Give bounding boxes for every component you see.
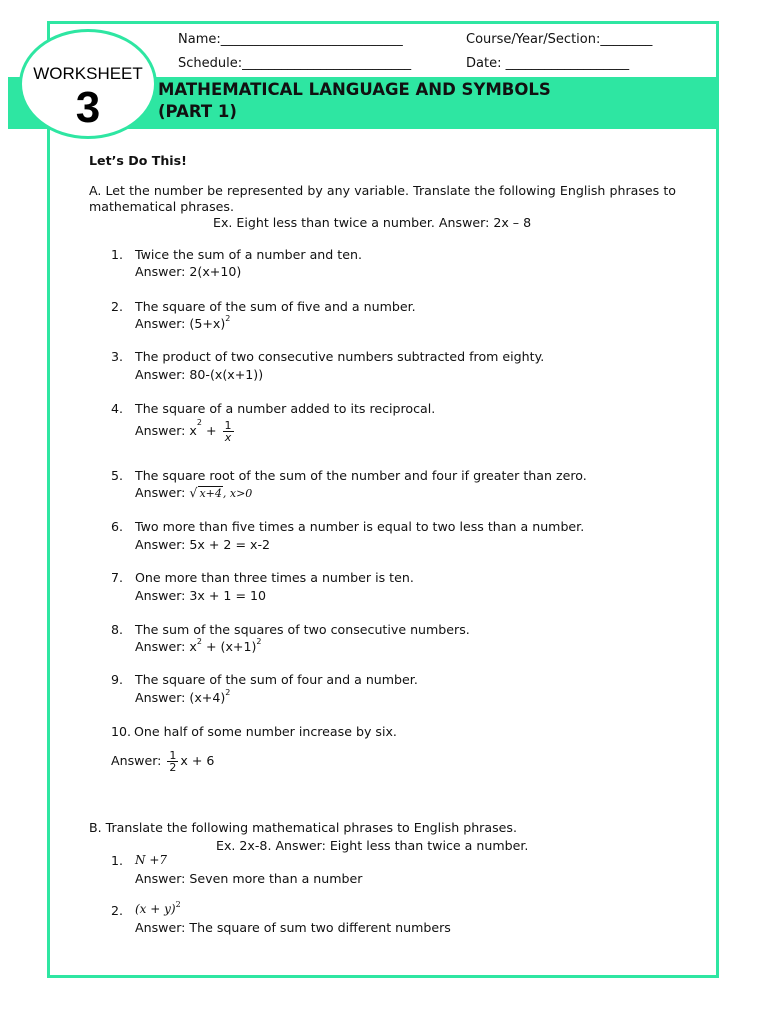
item-answer: Answer: $\frac{1}{2}$ x + 6	[111, 749, 215, 774]
item-question: The product of two consecutive numbers subtracted from eighty.	[135, 349, 545, 364]
name-field-label: Name:____________________________	[178, 32, 403, 47]
item-number: 5.	[111, 468, 124, 483]
item-expression: N +7	[135, 853, 168, 867]
worksheet-title	[158, 79, 551, 123]
item-number: 2.	[111, 299, 124, 314]
worksheet-badge	[19, 29, 157, 139]
item-question: The sum of the squares of two consecutive numbers.	[135, 622, 470, 637]
item-answer: Answer: 2(x+10)	[135, 264, 242, 279]
item-number: 7.	[111, 570, 124, 585]
date-field-label: Date: ___________________	[466, 56, 630, 71]
item-number: 2.	[111, 903, 124, 918]
item-number: 9.	[111, 672, 124, 687]
radical-icon: √	[189, 485, 198, 500]
item-number: 3.	[111, 349, 124, 364]
part-b-example: Ex. 2x-8. Answer: Eight less than twice a number.	[216, 838, 529, 853]
item-question: The square of the sum of four and a number.	[135, 672, 418, 687]
item-answer: Answer: 3x + 1 = 10	[135, 588, 267, 603]
item-answer: Answer: The square of sum two different numbers	[135, 920, 451, 935]
badge-number: 3	[75, 83, 101, 132]
course-field-label: Course/Year/Section:________	[466, 32, 653, 47]
item-question: One half of some number increase by six.	[134, 724, 397, 739]
item-expression: $(x + y)^2$	[135, 900, 181, 916]
item-question: The square of the sum of five and a number.	[135, 299, 416, 314]
item-answer: Answer: 5x + 2 = x-2	[135, 537, 271, 552]
item-question: Two more than five times a number is equal to two less than a number.	[135, 519, 585, 534]
item-answer: Answer: 80-(x(x+1))	[135, 367, 264, 382]
schedule-field-label: Schedule:__________________________	[178, 56, 412, 71]
title-line-1: MATHEMATICAL LANGUAGE AND SYMBOLS	[158, 80, 551, 99]
item-number: 1.	[111, 853, 124, 868]
item-number: 8.	[111, 622, 124, 637]
item-question: The square root of the sum of the number and four if greater than zero.	[135, 468, 587, 483]
fraction: $\frac{1}{x}$	[224, 419, 232, 444]
item-question: Twice the sum of a number and ten.	[135, 247, 362, 262]
item-answer: Answer: Seven more than a number	[135, 871, 363, 886]
item-answer: Answer: $(5+x)^2$	[135, 314, 231, 331]
item-answer: Answer: $(x+4)^2$	[135, 688, 231, 705]
item-number: 1.	[111, 247, 124, 262]
fraction: $\frac{1}{2}$	[169, 749, 177, 774]
item-question: One more than three times a number is ten.	[135, 570, 414, 585]
item-number: 10.	[111, 724, 132, 739]
item-answer: Answer: √ x+4, x>0	[135, 485, 253, 500]
part-a-instructions: A. Let the number be represented by any variable. Translate the following English phrases to mathematical phrases.	[89, 183, 676, 214]
item-question: The square of a number added to its reciprocal.	[135, 401, 436, 416]
title-line-2: (PART 1)	[158, 102, 237, 121]
intro-heading: Let’s Do This!	[89, 153, 187, 168]
item-answer: Answer: $x^2$ + $\frac{1}{x}$	[135, 418, 232, 444]
part-b-instructions: B. Translate the following mathematical phrases to English phrases.	[89, 820, 517, 835]
item-number: 6.	[111, 519, 124, 534]
item-number: 4.	[111, 401, 124, 416]
badge-word: WORKSHEET	[33, 64, 143, 83]
part-a-example: Ex. Eight less than twice a number. Answer: 2x – 8	[213, 215, 532, 230]
item-answer: Answer: $x^2 + (x+1)^2$	[135, 637, 262, 654]
